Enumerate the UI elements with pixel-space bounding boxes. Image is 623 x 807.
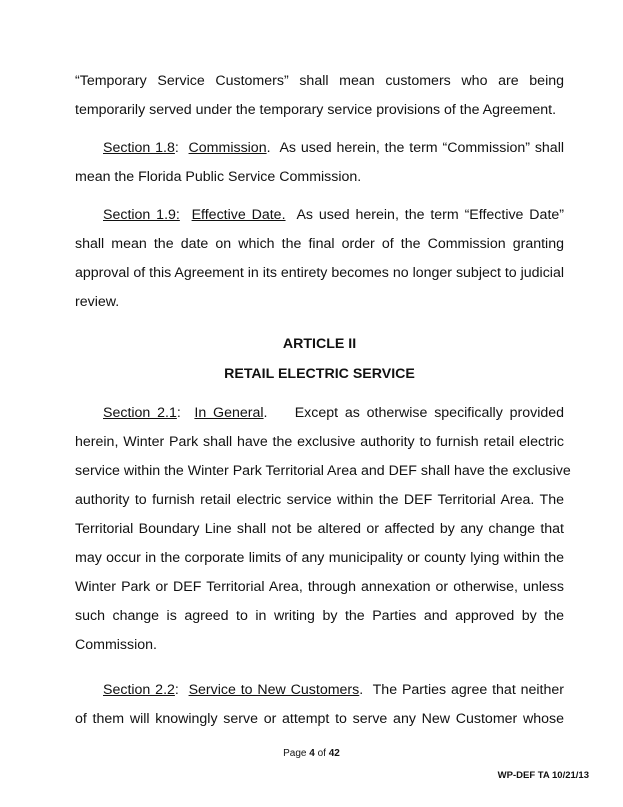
page-of: of <box>314 748 329 759</box>
section-title: In General <box>194 405 264 421</box>
body-line: “Temporary Service Customers” shall mean customers who are being <box>75 73 564 89</box>
section-title: Effective Date. <box>191 207 286 223</box>
body-line: such change is agreed to in writing by the Parties and approved by the <box>75 608 564 624</box>
body-line: approval of this Agreement in its entirety becomes no longer subject to judicial <box>75 265 564 281</box>
body-line: Territorial Boundary Line shall not be altered or affected by any change that <box>75 521 564 537</box>
document-id: WP-DEF TA 10/21/13 <box>497 770 589 781</box>
body-line: review. <box>75 294 120 310</box>
body-line: mean the Florida Public Service Commission. <box>75 169 362 185</box>
section-text: . Except as otherwise specifically provided <box>263 405 565 421</box>
section-number: Section 2.2 <box>103 682 175 698</box>
page-total: 42 <box>328 748 340 759</box>
section-separator: : <box>174 682 189 698</box>
section-number: Section 1.8 <box>103 140 175 156</box>
body-line: Winter Park or DEF Territorial Area, through annexation or otherwise, unless <box>75 579 564 595</box>
section-number: Section 1.9: <box>103 207 180 223</box>
page-number <box>0 748 623 759</box>
section-text: . As used herein, the term “Commission” shall <box>266 140 564 156</box>
page-prefix: Page <box>283 748 310 759</box>
body-line: service within the Winter Park Territorial Area and DEF shall have the exclusive <box>75 463 571 479</box>
page-current: 4 <box>309 748 315 759</box>
section-separator <box>180 207 192 223</box>
section-2-1-heading-line <box>103 404 564 422</box>
body-line: Commission. <box>75 637 157 653</box>
body-line: may occur in the corporate limits of any municipality or county lying within the <box>75 550 564 566</box>
body-line: authority to furnish retail electric service within the DEF Territorial Area. The <box>75 492 564 508</box>
section-text: As used herein, the term “Effective Date” <box>285 207 565 223</box>
section-separator: : <box>174 140 189 156</box>
section-text: . The Parties agree that neither <box>359 682 564 698</box>
section-title: Service to New Customers <box>188 682 360 698</box>
body-line: herein, Winter Park shall have the exclusive authority to furnish retail electric <box>75 434 564 450</box>
section-number: Section 2.1 <box>103 405 177 421</box>
body-line: of them will knowingly serve or attempt to serve any New Customer whose <box>75 711 564 727</box>
body-line: shall mean the date on which the final order of the Commission granting <box>75 236 564 252</box>
section-1-9-heading-line <box>103 206 564 224</box>
article-title: RETAIL ELECTRIC SERVICE <box>224 366 415 382</box>
section-2-2-heading-line <box>103 681 564 699</box>
section-1-8-heading-line <box>103 139 564 157</box>
body-line: temporarily served under the temporary service provisions of the Agreement. <box>75 102 557 118</box>
article-number: ARTICLE II <box>282 336 357 352</box>
section-title: Commission <box>188 140 267 156</box>
section-separator: : <box>176 405 195 421</box>
